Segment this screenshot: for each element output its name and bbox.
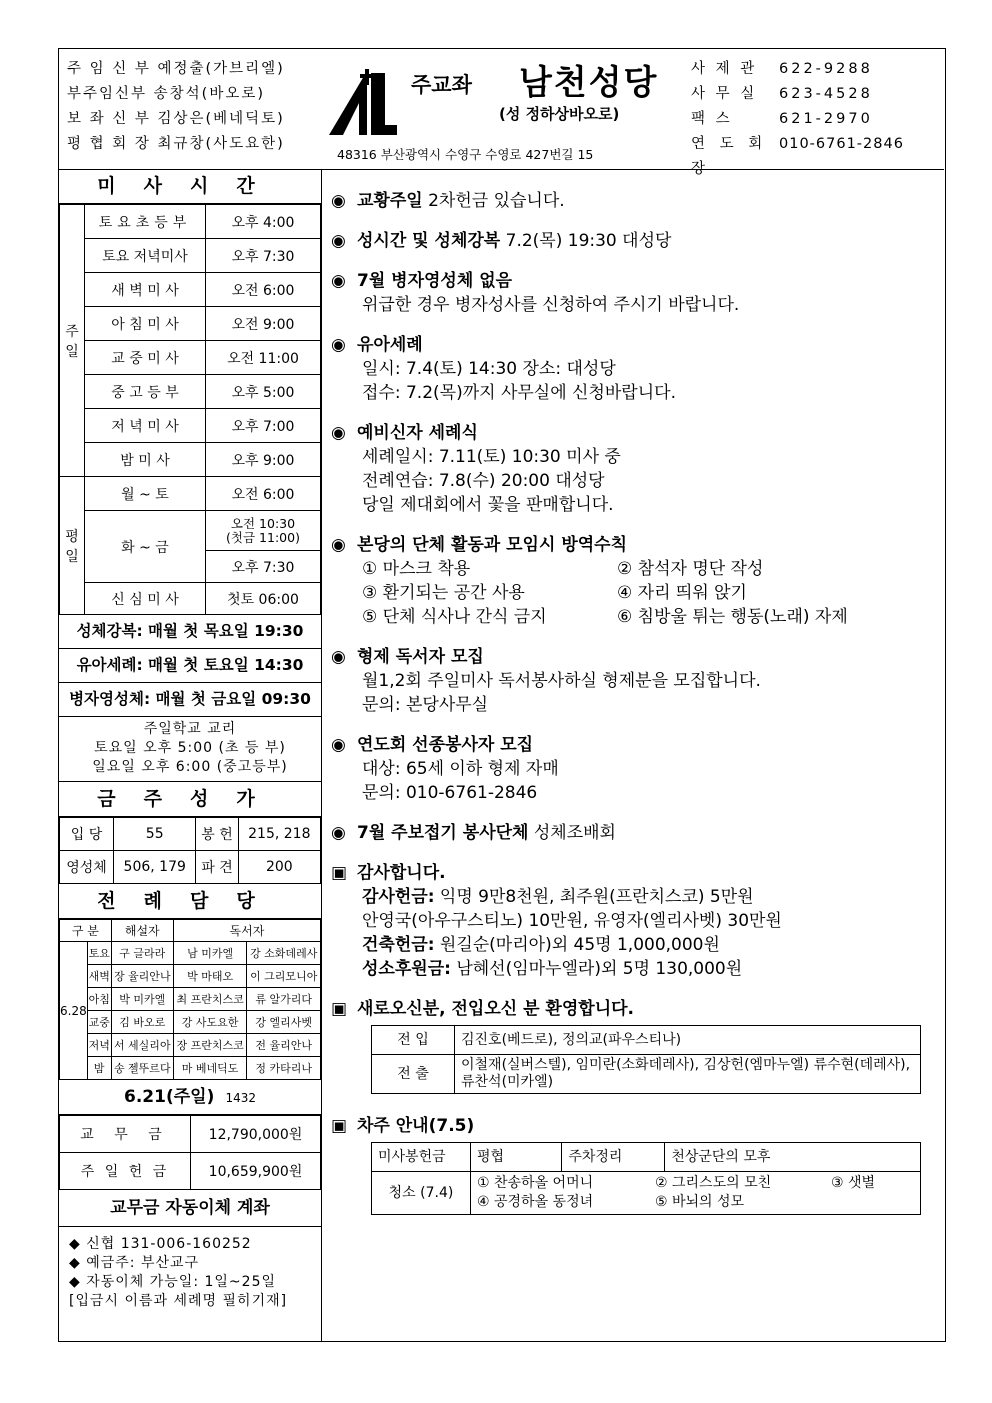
account-line: ◆ 신협 131-006-160252 xyxy=(69,1236,252,1252)
sunday-school xyxy=(59,717,321,782)
liturgy-title: 전례담당 xyxy=(59,884,321,919)
contact-label: 사 제 관 xyxy=(691,61,758,77)
square-bullet-icon: ▣ xyxy=(331,999,348,1019)
rule-item: ③ 환기되는 공간 사용 xyxy=(362,583,525,603)
target-bullet-icon: ◉ xyxy=(331,335,346,355)
notice-line: 대상: 65세 이하 형제 자매 xyxy=(362,759,559,779)
notice-heading: 차주 안내(7.5) xyxy=(357,1116,475,1136)
clergy-line: 주 임 신 부 예정출(가브리엘) xyxy=(67,61,285,77)
target-bullet-icon: ◉ xyxy=(331,735,346,755)
notice-item xyxy=(331,645,936,717)
clergy-line: 부주임신부 송창석(바오로) xyxy=(67,86,265,102)
liturgy-col: 독서자 xyxy=(173,920,320,942)
patron-saint: (성 정하상바오로) xyxy=(499,105,620,123)
rule-item: ① 마스크 착용 xyxy=(362,559,471,579)
square-bullet-icon: ▣ xyxy=(331,863,348,883)
thanks-label: 감사헌금: xyxy=(362,887,435,907)
mass-time: 오전 10:30 xyxy=(230,515,296,531)
liturgy-mass: 새벽 xyxy=(87,965,111,988)
notice-text: 성체조배회 xyxy=(528,823,616,843)
mass-name: 토요초등부 xyxy=(85,205,206,239)
notice-line: 월1,2회 주일미사 독서봉사하실 형제분을 모집합니다. xyxy=(362,671,761,691)
mass-times-title: 미사시간 xyxy=(59,169,321,204)
notice-text: 2차헌금 있습니다. xyxy=(422,191,565,211)
liturgy-cell: 정 카타리나 xyxy=(247,1057,321,1080)
hymn-label: 봉 헌 xyxy=(196,818,238,851)
liturgy-cell: 박 미카엘 xyxy=(111,988,173,1011)
mass-time: 오전 6:00 xyxy=(206,273,321,307)
clean-group: ① 찬송하올 어머니 xyxy=(477,1175,594,1191)
liturgy-cell: 장 율리안나 xyxy=(111,965,173,988)
notice-item xyxy=(331,421,936,517)
clergy-line: 평 협 회 장 최규창(사도요한) xyxy=(67,136,285,152)
notice-item xyxy=(331,533,936,629)
notice-heading: 감사합니다. xyxy=(357,863,446,883)
contact-label: 사 무 실 xyxy=(691,86,758,102)
school-line: 토요일 오후 5:00 (초 등 부) xyxy=(94,740,286,756)
hymn-number: 506, 179 xyxy=(114,851,196,884)
welcome-label: 전 입 xyxy=(372,1026,455,1055)
contact-list xyxy=(691,57,904,182)
mass-time: 오후 5:00 xyxy=(206,375,321,409)
finance-table xyxy=(59,1115,321,1190)
church-prefix: 주교좌 xyxy=(411,73,472,97)
target-bullet-icon: ◉ xyxy=(331,423,346,443)
next-label: 미사봉헌금 xyxy=(372,1143,471,1172)
rule-item: ⑥ 침방울 튀는 행동(노래) 자제 xyxy=(617,607,848,627)
liturgy-cell: 강 엘리사벳 xyxy=(247,1011,321,1034)
notice-line: 접수: 7.2(목)까지 사무실에 신청바랍니다. xyxy=(362,383,676,403)
notice-heading: 7월 주보접기 봉사단체 xyxy=(357,823,529,843)
church-name: 남천성당 xyxy=(519,63,659,103)
mass-name: 새 벽 미 사 xyxy=(85,273,206,307)
welcome-table xyxy=(371,1025,921,1094)
notice-heading: 본당의 단체 활동과 모임시 방역수칙 xyxy=(357,535,628,555)
welcome-section xyxy=(331,997,936,1094)
liturgy-col: 해설자 xyxy=(111,920,173,942)
liturgy-mass: 토요 xyxy=(87,942,111,965)
notice-heading: 새로오신분, 전입오신 분 환영합니다. xyxy=(357,999,635,1019)
mass-name: 중 고 등 부 xyxy=(85,375,206,409)
thanks-section xyxy=(331,861,936,981)
liturgy-cell: 구 글라라 xyxy=(111,942,173,965)
notice-line: 일시: 7.4(토) 14:30 장소: 대성당 xyxy=(362,359,616,379)
notice-item xyxy=(331,333,936,405)
mass-name: 토요 저녁미사 xyxy=(85,239,206,273)
hymn-number: 55 xyxy=(114,818,196,851)
liturgy-mass: 저녁 xyxy=(87,1034,111,1057)
mass-name: 아 침 미 사 xyxy=(85,307,206,341)
notice-heading: 유아세례 xyxy=(357,335,423,355)
notice-item xyxy=(331,229,936,253)
target-bullet-icon: ◉ xyxy=(331,191,346,211)
mass-time: 오전 6:00 xyxy=(206,477,321,511)
attendance-count: 1432 xyxy=(225,1091,256,1105)
mass-name: 교 중 미 사 xyxy=(85,341,206,375)
account-line: [입금시 이름과 세례명 필히기재] xyxy=(69,1293,288,1309)
account-line: ◆ 예금주: 부산교구 xyxy=(69,1255,200,1271)
square-bullet-icon: ▣ xyxy=(331,1116,348,1136)
next-value: 평협 xyxy=(471,1143,562,1172)
finance-label: 주 일 헌 금 xyxy=(60,1153,191,1190)
rule-item: ⑤ 단체 식사나 간식 금지 xyxy=(362,607,547,627)
thanks-text: 안영국(아우구스티노) 10만원, 유영자(엘리사벳) 30만원 xyxy=(362,911,782,931)
mass-note: 유아세례: 매월 첫 토요일 14:30 xyxy=(59,649,321,683)
left-column xyxy=(59,169,322,1341)
notice-line: 문의: 본당사무실 xyxy=(362,695,489,715)
contact-label: 팩 스 xyxy=(691,111,733,127)
notice-item xyxy=(331,821,936,845)
mass-time: 오후 7:00 xyxy=(206,409,321,443)
mass-name: 월 ~ 토 xyxy=(85,477,206,511)
header xyxy=(59,49,944,177)
thanks-text: 남혜선(임마누엘라)외 5명 130,000원 xyxy=(450,959,743,979)
hymn-label: 영성체 xyxy=(60,851,114,884)
notice-heading: 교황주일 xyxy=(357,191,423,211)
liturgy-cell: 남 미카엘 xyxy=(173,942,247,965)
mass-note: 성체강복: 매월 첫 목요일 19:30 xyxy=(59,615,321,649)
liturgy-cell: 장 프란치스코 xyxy=(173,1034,247,1057)
liturgy-cell: 박 마태오 xyxy=(173,965,247,988)
mass-time: 오후 7:30 xyxy=(206,551,321,583)
notice-heading: 성시간 및 성체강복 xyxy=(357,231,501,251)
liturgy-mass: 아침 xyxy=(87,988,111,1011)
next-label: 주차정리 xyxy=(562,1143,665,1172)
finance-header xyxy=(59,1080,321,1115)
notice-item xyxy=(331,733,936,805)
finance-label: 교 무 금 xyxy=(60,1116,191,1153)
liturgy-cell: 전 율리안나 xyxy=(247,1034,321,1057)
mass-time: 오전 9:00 xyxy=(206,307,321,341)
notice-line: 문의: 010-6761-2846 xyxy=(362,783,538,803)
next-value: 천상군단의 모후 xyxy=(665,1143,921,1172)
hymn-number: 200 xyxy=(238,851,320,884)
notice-heading: 예비신자 세례식 xyxy=(357,423,478,443)
notice-item xyxy=(331,189,936,213)
liturgy-cell: 송 젤뚜르다 xyxy=(111,1057,173,1080)
mass-name: 밤 미 사 xyxy=(85,443,206,477)
account-line: ◆ 자동이체 가능일: 1일~25일 xyxy=(69,1274,277,1290)
welcome-names: 이철재(실버스텔), 임미란(소화데레사), 김상헌(엠마누엘) 류수현(데레사), 류찬석(미카엘) xyxy=(455,1055,921,1094)
liturgy-cell: 최 프란치스코 xyxy=(173,988,247,1011)
clergy-list xyxy=(67,57,285,157)
notices-column xyxy=(331,189,936,1231)
rule-item: ② 참석자 명단 작성 xyxy=(617,559,764,579)
target-bullet-icon: ◉ xyxy=(331,823,346,843)
hymns-table xyxy=(59,817,321,884)
contact-value: 622-9288 xyxy=(779,61,873,77)
notice-item xyxy=(331,269,936,317)
liturgy-mass: 밤 xyxy=(87,1057,111,1080)
notice-heading: 7월 병자영성체 없음 xyxy=(357,271,513,291)
address: 48316 부산광역시 수영구 수영로 427번길 15 xyxy=(337,147,594,162)
clean-group: ⑤ 바뇌의 성모 xyxy=(655,1194,745,1210)
mass-time: 오후 7:30 xyxy=(206,239,321,273)
liturgy-mass: 교중 xyxy=(87,1011,111,1034)
mass-times-table xyxy=(59,204,321,615)
mass-note: 병자영성체: 매월 첫 금요일 09:30 xyxy=(59,683,321,717)
liturgy-cell: 김 바오로 xyxy=(111,1011,173,1034)
target-bullet-icon: ◉ xyxy=(331,231,346,251)
hymn-label: 파 견 xyxy=(196,851,238,884)
mass-time-note: (첫금 11:00) xyxy=(226,529,300,545)
mass-name: 저 녁 미 사 xyxy=(85,409,206,443)
finance-value: 10,659,900원 xyxy=(191,1153,321,1190)
hymn-label: 입 당 xyxy=(60,818,114,851)
thanks-label: 건축헌금: xyxy=(362,935,435,955)
target-bullet-icon: ◉ xyxy=(331,535,346,555)
welcome-names: 김진호(베드로), 정의교(파우스티나) xyxy=(455,1026,921,1055)
weekday-label: 평일 xyxy=(60,477,85,615)
liturgy-cell: 이 그리모니아 xyxy=(247,965,321,988)
finance-date: 6.21(주일) xyxy=(124,1087,215,1107)
notice-text: 7.2(목) 19:30 대성당 xyxy=(500,231,672,251)
notice-line: 전례연습: 7.8(수) 20:00 대성당 xyxy=(362,471,605,491)
finance-value: 12,790,000원 xyxy=(191,1116,321,1153)
next-week-section xyxy=(331,1114,936,1215)
mass-name: 신 심 미 사 xyxy=(85,583,206,615)
bulletin-frame xyxy=(58,48,946,1342)
clean-group: ③ 샛별 xyxy=(831,1175,876,1191)
thanks-text: 익명 9만8천원, 최주원(프란치스코) 5만원 xyxy=(434,887,754,907)
target-bullet-icon: ◉ xyxy=(331,647,346,667)
welcome-label: 전 출 xyxy=(372,1055,455,1094)
rule-item: ④ 자리 띄워 앉기 xyxy=(617,583,747,603)
liturgy-cell: 류 알가리다 xyxy=(247,988,321,1011)
next-week-table xyxy=(371,1142,921,1215)
thanks-text: 원길순(마리아)외 45명 1,000,000원 xyxy=(434,935,720,955)
clergy-line: 보 좌 신 부 김상은(베네딕토) xyxy=(67,111,285,127)
notice-heading: 형제 독서자 모집 xyxy=(357,647,484,667)
church-logo-icon xyxy=(329,63,399,135)
school-line: 일요일 오후 6:00 (중고등부) xyxy=(92,759,288,775)
liturgy-col: 구 분 xyxy=(60,920,112,942)
rules-grid xyxy=(331,557,936,629)
hymn-number: 215, 218 xyxy=(238,818,320,851)
mass-time: 오후 9:00 xyxy=(206,443,321,477)
account-info xyxy=(59,1227,321,1311)
thanks-label: 성소후원금: xyxy=(362,959,451,979)
target-bullet-icon: ◉ xyxy=(331,271,346,291)
liturgy-cell: 서 세실리아 xyxy=(111,1034,173,1057)
contact-value: 621-2970 xyxy=(779,111,873,127)
mass-time: 오후 4:00 xyxy=(206,205,321,239)
clean-group: ④ 공경하올 동정녀 xyxy=(477,1194,594,1210)
contact-label: 연 도 회 장 xyxy=(691,136,768,177)
liturgy-cell: 강 사도요한 xyxy=(173,1011,247,1034)
notice-line: 위급한 경우 병자성사를 신청하여 주시기 바랍니다. xyxy=(362,295,740,315)
contact-value: 623-4528 xyxy=(779,86,873,102)
hymns-title: 금주성가 xyxy=(59,782,321,817)
school-line: 주일학교 교리 xyxy=(143,721,237,737)
liturgy-table xyxy=(59,919,321,1080)
next-label: 청소 (7.4) xyxy=(372,1172,471,1215)
notice-line: 당일 제대회에서 꽃을 판매합니다. xyxy=(362,495,614,515)
liturgy-cell: 마 베네딕도 xyxy=(173,1057,247,1080)
liturgy-date: 6.28 xyxy=(60,942,88,1080)
mass-time: 첫토 06:00 xyxy=(206,583,321,615)
liturgy-cell: 강 소화데레사 xyxy=(247,942,321,965)
sunday-label: 주일 xyxy=(60,205,85,477)
contact-value: 010-6761-2846 xyxy=(779,136,904,152)
clean-group: ② 그리스도의 모친 xyxy=(655,1175,772,1191)
notice-line: 세례일시: 7.11(토) 10:30 미사 중 xyxy=(362,447,621,467)
mass-name: 화 ~ 금 xyxy=(85,511,206,583)
notice-heading: 연도회 선종봉사자 모집 xyxy=(357,735,534,755)
mass-time: 오전 11:00 xyxy=(206,341,321,375)
account-title: 교무금 자동이체 계좌 xyxy=(59,1190,321,1227)
